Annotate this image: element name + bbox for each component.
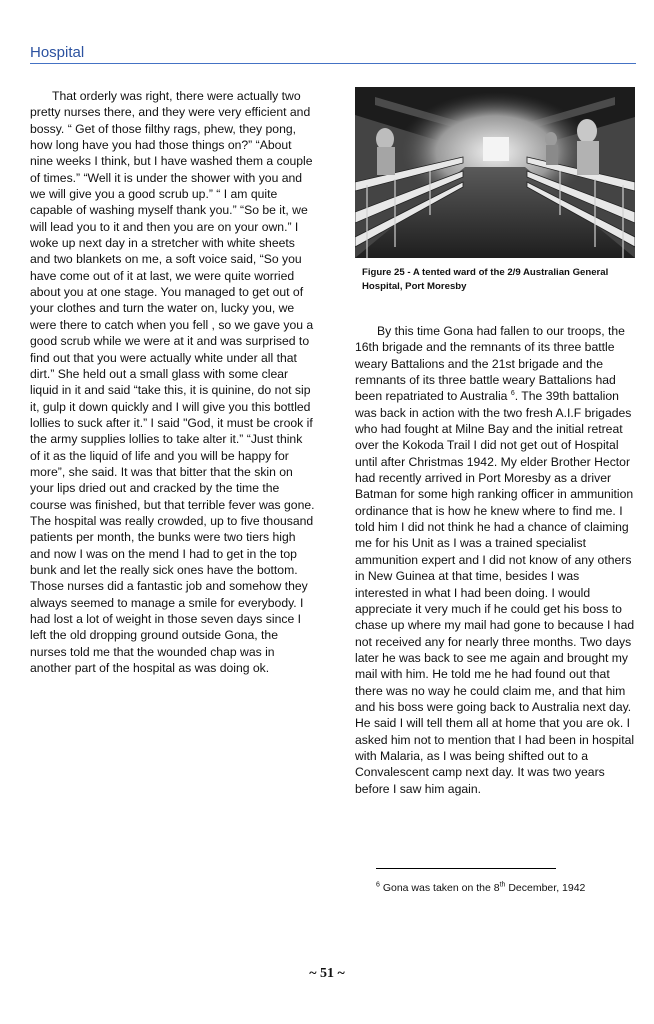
footnote-separator <box>376 868 556 869</box>
right-text-column <box>355 323 635 797</box>
footnote-superscript: th <box>499 881 506 889</box>
figure-caption: Figure 25 - A tented ward of the 2/9 Australian General Hospital, Port Moresby <box>362 267 609 292</box>
page-number: ~ 51 ~ <box>309 966 345 981</box>
footnote-text-end: December, 1942 <box>505 882 586 894</box>
running-header <box>30 44 636 64</box>
paragraph-text: . The 39th battalion was back in action with the two fresh A.I.F brigades who had fought at Milne Bay and the initial retreat over the Kokoda Trail I did not get out of Hospital until after Christmas 1942. My elder Brother Hector had recently arrived in Port Moresby as a driver Batman for some high ranking officer in ammunition ordinance that is how he knew where to find me. I told him I did not think he had a chance of claiming me for his Unit as I was a trained specialist ammunition expert and I did not know of any others in New Guinea at that time, besides I was interested in what I had been doing. I would appreciate it very much if he could get his boss to chase up where my mail had gone to because I had not received any for nearly three months. Two days later he was back to see me again and brought my mail with him. He told me he had found out that there was no way he could claim me, and that him and his boss were going back to Australia next day. He said I will tell them all at home that you are ok. I asked him not to mention that I had been in hospital with Malaria, as I was being shifted out to a Convalescent camp next day. It was two years before I saw him again. <box>355 389 635 796</box>
ward-photo-image <box>355 87 635 258</box>
footnote <box>376 882 585 894</box>
body-paragraph: That orderly was right, there were actually two pretty nurses there, and they were very efficient and bossy. “ Get of those filthy rags, phew, they pong, how long have you had those things on?” “About nine weeks I think, but I have washed them a couple of times.” “Well it is under the shower with you and we will give you a good scrub up.” “ I am quite capable of washing myself thank you.” “So be it, we will lead you to it and then you are on your own.” I woke up next day in a stretcher with white sheets and two blankets on me, a soft voice said, “So you have come out of it at last, we were quite worried about you at one stage. You managed to get out of your clothes and turn the water on, lucky you, we were there to catch when you fell , so we gave you a good scrub while we were at it and was surprised to find out that you were actually white under all that dirt.” She held out a small glass with some clear liquid in it and said “take this, it is quinine, do not sip it, gulp it down quickly and I will give you this bottled lollies to suck after it.” I said "God, it must be crook if the army supplies lollies to take alter it.” “Just think of it as the liquid of life and you will be happy for more”, she said. It was that bitter that the skin on your lips dried out and cracked by the time the course was finished, but that terrible fever was gone. The hospital was really crowded, up to five thousand patients per month, the bunks were two tiers high and now I was on the mend I had to get in the top bunk and let the really sick ones have the bottom. Those nurses did a fantastic job and somehow they always seemed to manage a smile for everybody. I had lost a lot of weight in those seven days since I left the old dropping ground outside Gona, the nurses told me that the wounded chap was in another part of the hospital as was doing ok. <box>30 89 315 676</box>
running-header-title: Hospital <box>30 44 85 61</box>
body-paragraph <box>355 323 635 797</box>
hospital-ward-photo <box>355 87 635 258</box>
paragraph-text: By this time Gona had fallen to our troops, the 16th brigade and the remnants of its three battle weary Battalions and the 21st brigade and the remnants of its three battle weary Battalions had been repatriated to Australia <box>355 324 625 404</box>
left-text-column <box>30 88 315 676</box>
footnote-number: 6 <box>376 881 380 889</box>
footnote-reference: 6 <box>510 390 515 398</box>
footnote-text: Gona was taken on the 8 <box>382 882 500 894</box>
